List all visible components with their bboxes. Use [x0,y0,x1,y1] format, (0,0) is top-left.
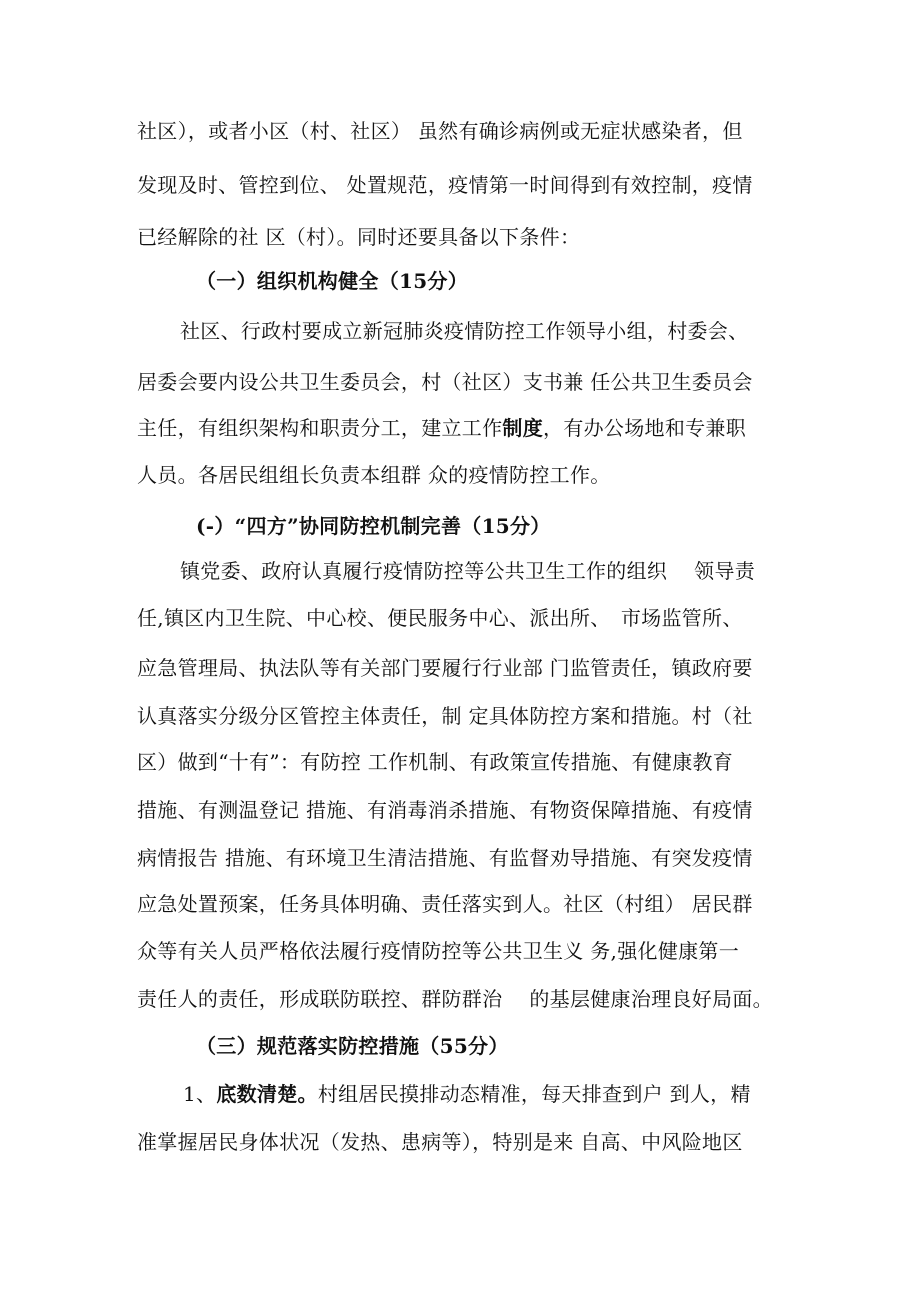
bold-text-run: 制度 [502,416,544,440]
text-run: 村组居民摸排动态精准，每天排查到户 到人，精 [317,1082,751,1106]
paragraph-line [183,1080,843,1108]
paragraph-line: 发现及时、管控到位、 处置规范，疫情第一时间得到有效控制，疫情 [137,173,753,197]
paragraph-line: 认真落实分级分区管控主体责任，制 定具体防控方案和措施。村（社 [137,704,753,728]
section-heading-3: （三）规范落实防控措施（55分） [196,1034,509,1058]
paragraph-line: 众等有关人员严格依法履行疫情防控等公共卫生义 务,强化健康第一 [137,939,740,963]
paragraph-line: 应急处置预案，任务具体明确、责任落实到人。社区（村组） 居民群 [137,892,753,916]
paragraph-line: 病情报告 措施、有环境卫生清洁措施、有监督劝导措施、有突发疫情 [137,846,753,870]
paragraph-line: 措施、有测温登记 措施、有消毒消杀措施、有物资保障措施、有疫情 [137,798,753,822]
text-run: ，有办公场地和专兼职 [543,416,747,440]
paragraph-line: 准掌握居民身体状况（发热、患病等），特别是来 自高、中风险地区 [137,1130,743,1154]
paragraph-line: 责任人的责任，形成联防联控、群防群治 的基层健康治理良好局面。 [137,987,773,1011]
section-heading-1: （一）组织机构健全（15分） [196,269,469,293]
paragraph-line: 居委会要内设公共卫生委员会，村（社区）支书兼 任公共卫生委员会 [137,370,753,394]
paragraph-line [137,414,797,442]
paragraph-line: 社区、行政村要成立新冠肺炎疫情防控工作领导小组，村委会、 [180,319,749,343]
bold-text-run: 底数清楚。 [216,1082,318,1106]
text-run: 主任，有组织架构和职责分工，建立工作 [137,416,503,440]
paragraph-line: 社区），或者小区（村、社区） 虽然有确诊病例或无症状感染者，但 [137,119,743,143]
list-number: 1、 [183,1082,217,1106]
paragraph-line: 已经解除的社 区（村）。同时还要具备以下条件： [137,225,581,249]
paragraph-line: 人员。各居民组组长负责本组群 众的疫情防控工作。 [137,463,611,487]
paragraph-line: 任,镇区内卫生院、中心校、便民服务中心、派出所、 市场监管所、 [137,606,743,630]
paragraph-line: 应急管理局、执法队等有关部门要履行行业部 门监管责任，镇政府要 [137,656,753,680]
paragraph-line: 镇党委、政府认真履行疫情防控等公共卫生工作的组织 领导责 [180,559,756,583]
section-heading-2: (-）“四方”协同防控机制完善（15分） [196,514,551,538]
paragraph-line: 区）做到“十有”：有防控 工作机制、有政策宣传措施、有健康教育 [137,750,734,774]
